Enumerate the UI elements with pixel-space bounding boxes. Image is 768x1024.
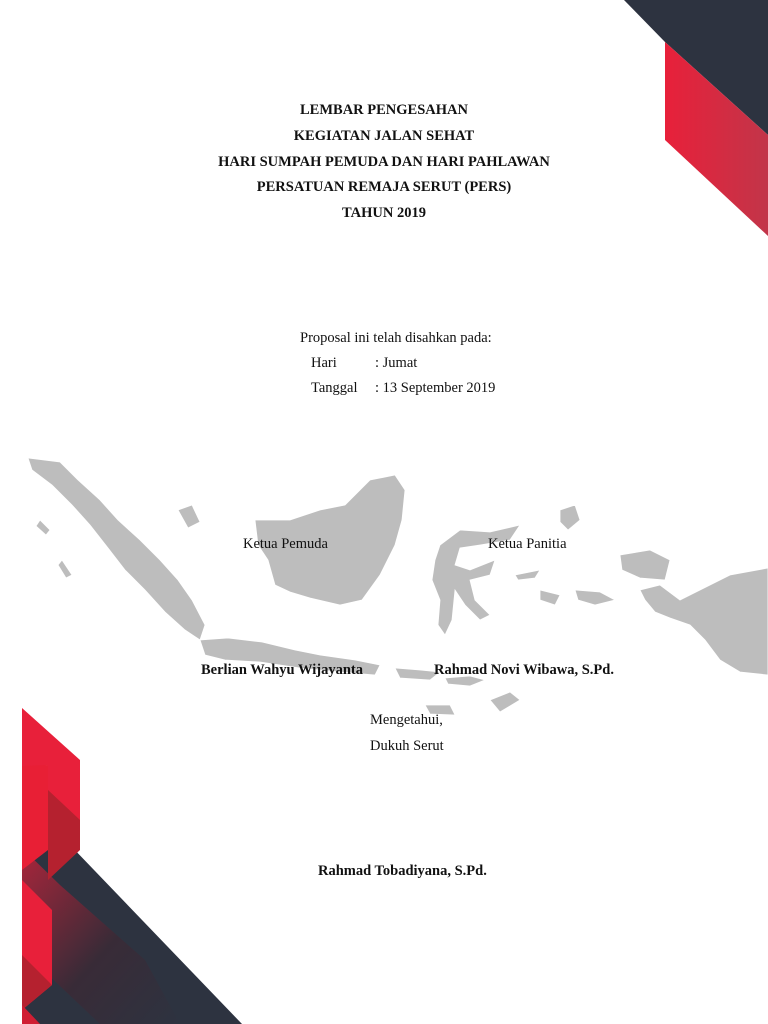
- title-line-2: KEGIATAN JALAN SEHAT: [293, 128, 475, 144]
- title-line-3: HARI SUMPAH PEMUDA DAN HARI PAHLAWAN: [218, 154, 550, 170]
- title-line-4: PERSATUAN REMAJA SERUT (PERS): [256, 179, 512, 195]
- right-signatory-role: Ketua Panitia: [488, 536, 567, 552]
- title-line-5: TAHUN 2019: [342, 205, 426, 221]
- date-label: Tanggal: [311, 380, 358, 396]
- title-line-1: LEMBAR PENGESAHAN: [300, 102, 468, 118]
- date-value: : 13 September 2019: [375, 380, 496, 396]
- acknowledgement-line-2: Dukuh Serut: [370, 738, 444, 754]
- day-value: : Jumat: [375, 355, 418, 371]
- right-signatory-name: Rahmad Novi Wibawa, S.Pd.: [434, 662, 614, 678]
- approval-date-row: [311, 380, 495, 397]
- approval-intro: Proposal ini telah disahkan pada:: [300, 330, 492, 346]
- left-signatory-role: Ketua Pemuda: [243, 536, 328, 552]
- day-label: Hari: [311, 355, 337, 371]
- acknowledgement-line-1: Mengetahui,: [370, 712, 443, 728]
- acknowledgement-name: Rahmad Tobadiyana, S.Pd.: [318, 863, 487, 879]
- approval-day-row: [311, 355, 417, 372]
- left-signatory-name: Berlian Wahyu Wijayanta: [201, 662, 363, 678]
